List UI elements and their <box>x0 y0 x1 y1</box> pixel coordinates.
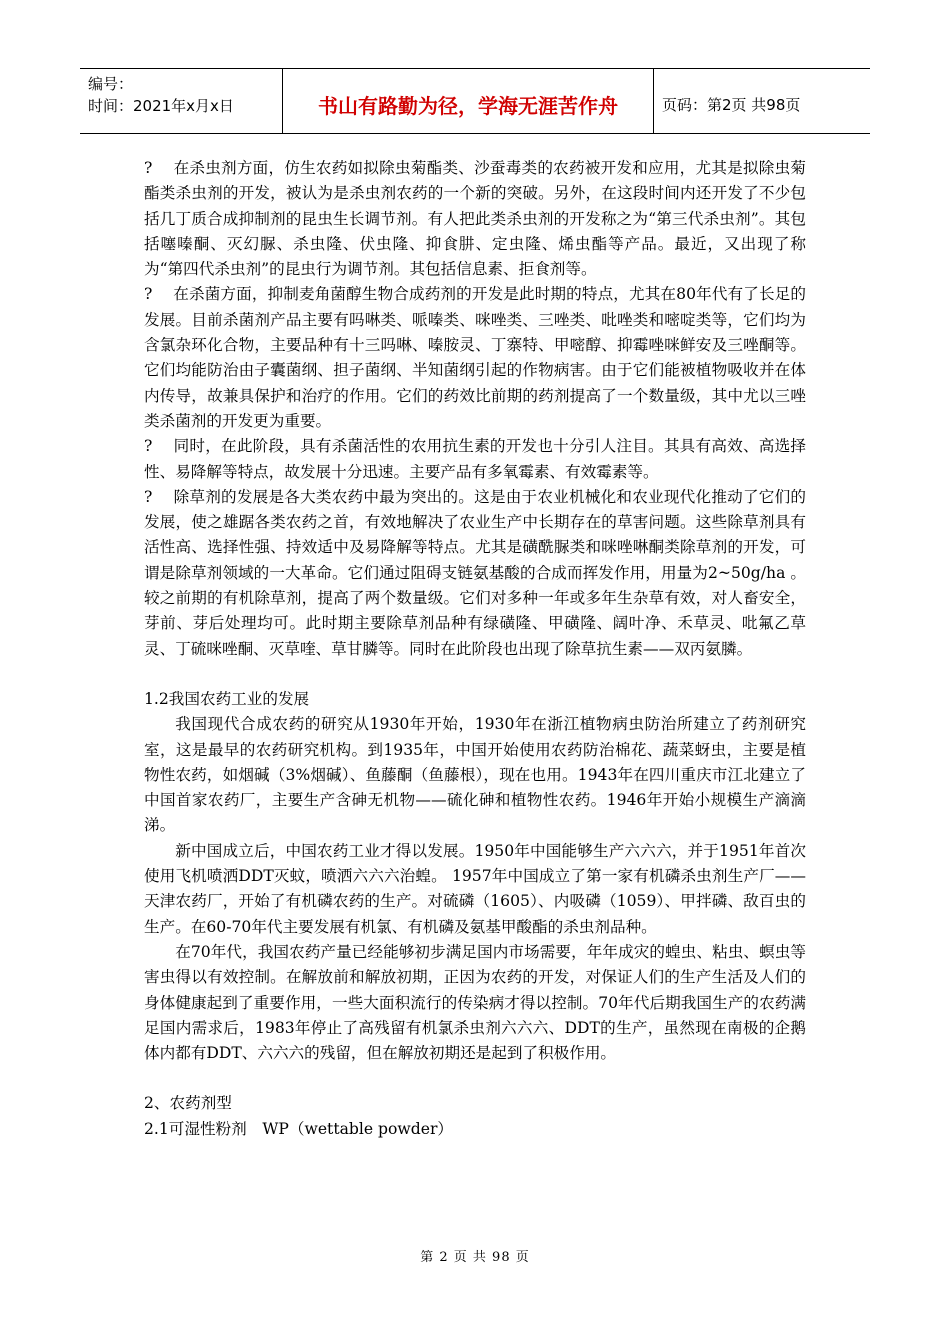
paragraph-history-early: 我国现代合成农药的研究从1930年开始，1930年在浙江植物病虫防治所建立了药剂研究室，这是最早的农药研究机构。到1935年，中国开始使用农药防治棉花、蔬菜蚜虫，主要是植物性农药，如烟碱（3%烟碱）、鱼藤酮（鱼藤根），现在也用。1943年在四川重庆市江北建立了中国首家农药厂，主要生产含砷无机物——硫化砷和植物性农药。1946年开始小规模生产滴滴涕。 <box>144 715 806 835</box>
paragraph-fungicide: ? 在杀菌方面，抑制麦角菌醇生物合成药剂的开发是此时期的特点，尤其在80年代有了长足的发展。目前杀菌剂产品主要有吗啉类、哌嗪类、咪唑类、三唑类、吡唑类和嘧啶类等，它们均为含氯杂环化合物，主要品种有十三吗啉、嗪胺灵、丁寨特、甲嘧醇、抑霉唑咪鲜安及三唑酮等。它们均能防治由子囊菌纲、担子菌纲、半知菌纲引起的作物病害。由于它们能被植物吸收并在体内传导，故兼具保护和治疗的作用。它们的药效比前期的药剂提高了一个数量级，其中尤以三唑类杀菌剂的开发更为重要。 <box>144 285 806 430</box>
paragraph-herbicide: ? 除草剂的发展是各大类农药中最为突出的。这是由于农业机械化和农业现代化推动了它们的发展，使之雄踞各类农药之首，有效地解决了农业生产中长期存在的草害问题。这些除草剂具有活性高、选择性强、持效适中及易降解等特点。尤其是磺酰脲类和咪唑啉酮类除草剂的开发，可谓是除草剂领域的一大革命。它们通过阻碍支链氨基酸的合成而挥发作用，用量为2~50g/ha 。较之前期的有机除草剂，提高了两个数量级。它们对多种一年或多年生杂草有效，对人畜安全，芽前、芽后处理均可。此时期主要除草剂品种有绿磺隆、甲磺隆、阔叶净、禾草灵、吡氟乙草灵、丁硫咪唑酮、灭草喹、草甘膦等。同时在此阶段也出现了除草抗生素——双丙氨膦。 <box>144 487 806 658</box>
header-table <box>80 68 870 134</box>
document-time-label: 时间：2021年x月x日 <box>88 97 234 115</box>
header-meta <box>80 69 282 133</box>
document-body <box>144 156 806 1142</box>
section-heading-1-2: 1.2我国农药工业的发展 <box>144 689 310 708</box>
paragraph-history-new-china: 新中国成立后，中国农药工业才得以发展。1950年中国能够生产六六六，并于1951年首次使用飞机喷洒DDT灭蚊，喷洒六六六治蝗。 1957年中国成立了第一家有机磷杀虫剂生产厂——天津农药厂，开始了有机磷农药的生产。对硫磷（1605）、内吸磷（1059）、甲拌磷、敌百虫的生产。在60-70年代主要发展有机氯、有机磷及氨基甲酸酯的杀虫剂品种。 <box>144 841 806 936</box>
paragraph-history-70s: 在70年代，我国农药产量已经能够初步满足国内市场需要，年年成灾的蝗虫、粘虫、螟虫等害虫得以有效控制。在解放前和解放初期，正因为农药的开发，对保证人们的生产生活及人们的身体健康起到了重要作用，一些大面积流行的传染病才得以控制。70年代后期我国生产的农药满足国内需求后，1983年停止了高残留有机氯杀虫剂六六六、DDT的生产，虽然现在南极的企鹅体内都有DDT、六六六的残留，但在解放初期还是起到了积极作用。 <box>144 942 806 1063</box>
header-page-info: 页码：第2页 共98页 <box>662 95 801 114</box>
paragraph-antibiotic: ? 同时，在此阶段，具有杀菌活性的农用抗生素的开发也十分引人注目。其具有高效、高选择性、易降解等特点，故发展十分迅速。主要产品有多氧霉素、有效霉素等。 <box>144 437 806 481</box>
page-footer: 第 2 页 共 98 页 <box>420 1250 530 1265</box>
section-subheading-2-1: 2.1可湿性粉剂 WP（wettable powder） <box>144 1119 454 1138</box>
header-motto: 书山有路勤为径，学海无涯苦作舟 <box>282 69 654 133</box>
section-heading-2: 2、农药剂型 <box>144 1094 232 1113</box>
paragraph-insecticide: ? 在杀虫剂方面，仿生农药如拟除虫菊酯类、沙蚕毒类的农药被开发和应用，尤其是拟除虫菊酯类杀虫剂的开发，被认为是杀虫剂农药的一个新的突破。另外，在这段时间内还开发了不少包括几丁质合成抑制剂的昆虫生长调节剂。有人把此类杀虫剂的开发称之为“第三代杀虫剂”。其包括噻嗪酮、灭幻脲、杀虫隆、伏虫隆、抑食肼、定虫隆、烯虫酯等产品。最近，又出现了称为“第四代杀虫剂”的昆虫行为调节剂。其包括信息素、拒食剂等。 <box>144 159 806 279</box>
document-number-label: 编号： <box>88 75 134 93</box>
